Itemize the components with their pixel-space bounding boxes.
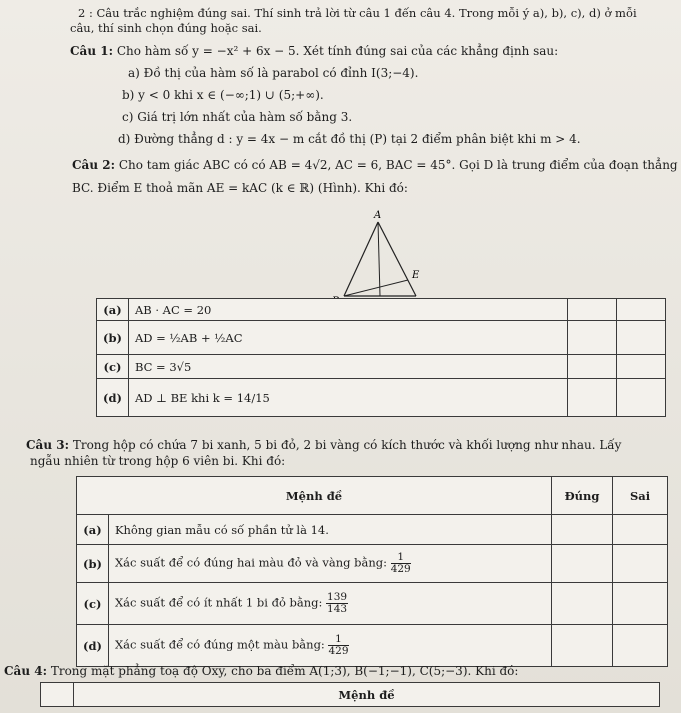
q3-row-d-fraction — [328, 634, 348, 657]
q3-row-d — [77, 625, 668, 667]
q3-row-b-den: 429 — [390, 563, 411, 575]
q3-row-a-label: (a) — [77, 515, 109, 545]
q2-row-b-dung-cell[interactable] — [568, 321, 617, 355]
q4-header-row — [41, 683, 660, 707]
q3-row-a — [77, 515, 668, 545]
q3-header-menh-de: Mệnh đề — [77, 477, 552, 515]
q3-row-b-text: Xác suất để có đúng hai màu đỏ và vàng bằng: — [114, 555, 388, 570]
q3-row-d-sai-cell[interactable] — [613, 625, 668, 667]
q2-row-b-sai-cell[interactable] — [617, 321, 666, 355]
q2-row-a-text: AB · AC = 20 — [128, 299, 567, 321]
q3-row-c-sai-cell[interactable] — [613, 583, 668, 625]
q2-stem-line2: BC. Điểm E thoả mãn AE = kAC (k ∈ ℝ) (Hình). Khi đó: — [72, 181, 408, 195]
q3-row-c-text: Xác suất để có ít nhất 1 bi đỏ bằng: — [114, 595, 323, 610]
q2-row-d-dung-cell[interactable] — [568, 379, 617, 417]
q3-row-d-cell — [108, 625, 551, 667]
q2-title: Câu 2: — [72, 158, 116, 172]
q2-row-c-sai-cell[interactable] — [617, 355, 666, 379]
q3-row-c-dung-cell[interactable] — [552, 583, 613, 625]
q3-row-a-dung-cell[interactable] — [552, 515, 613, 545]
q3-row-c — [77, 583, 668, 625]
q3-row-b-dung-cell[interactable] — [552, 545, 613, 583]
q3-stem-line2: ngẫu nhiên từ trong hộp 6 viên bi. Khi đó: — [30, 454, 286, 468]
q1-title: Câu 1: — [70, 44, 114, 58]
q2-row-b-label: (b) — [97, 321, 129, 355]
q3-row-a-sai-cell[interactable] — [613, 515, 668, 545]
q3-header-sai: Sai — [613, 477, 668, 515]
q2-stem-line1: Cho tam giác ABC có có AB = 4√2, AC = 6, BAC = 45°. Gọi D là trung điểm của đoạn thẳng — [118, 158, 678, 172]
q3-header-row — [77, 477, 668, 515]
q2-row-d-text: AD ⊥ BE khi k = 14/15 — [128, 379, 567, 417]
q1-item-b: b) y < 0 khi x ∈ (−∞;1) ∪ (5;+∞). — [122, 88, 324, 102]
q3-row-c-fraction — [326, 592, 348, 615]
q1-item-c: c) Giá trị lớn nhất của hàm số bằng 3. — [122, 110, 353, 124]
q3-row-d-dung-cell[interactable] — [552, 625, 613, 667]
section-intro-line1: 2 : Câu trắc nghiệm đúng sai. Thí sinh trả lời từ câu 1 đến câu 4. Trong mỗi ý a), b), c), d) ở mỗi — [78, 6, 637, 20]
q3-row-d-text: Xác suất để có đúng một màu bằng: — [114, 637, 325, 652]
label-a: A — [374, 210, 382, 221]
q3-row-d-den: 429 — [328, 645, 349, 657]
q2-row-a-label: (a) — [97, 299, 129, 321]
q2-row-a-dung-cell[interactable] — [568, 299, 617, 321]
q2-row-d-label: (d) — [97, 379, 129, 417]
q3-heading — [26, 438, 621, 452]
q2-row-b-text: AD = ½AB + ½AC — [128, 321, 567, 355]
q3-row-c-den: 143 — [327, 603, 348, 615]
q2-row-c-text: BC = 3√5 — [128, 355, 567, 379]
q2-row-a-sai-cell[interactable] — [617, 299, 666, 321]
q3-title: Câu 3: — [26, 438, 70, 452]
q1-heading — [70, 44, 558, 58]
q3-row-c-cell — [108, 583, 551, 625]
q3-row-b-label: (b) — [77, 545, 109, 583]
q4-heading — [4, 664, 518, 678]
q3-row-d-num: 1 — [328, 634, 348, 646]
q2-row-b — [97, 321, 666, 355]
q2-row-d-sai-cell[interactable] — [617, 379, 666, 417]
q3-table — [76, 476, 668, 667]
q3-row-b-fraction — [391, 552, 411, 575]
q3-row-b-sai-cell[interactable] — [613, 545, 668, 583]
q2-row-d — [97, 379, 666, 417]
section-intro-line2: câu, thí sinh chọn đúng hoặc sai. — [70, 21, 262, 35]
q3-row-b-num: 1 — [391, 552, 411, 564]
q1-item-a: a) Đồ thị của hàm số là parabol có đỉnh I(3;−4). — [128, 66, 419, 80]
q3-row-b — [77, 545, 668, 583]
q2-row-c-label: (c) — [97, 355, 129, 379]
q2-row-c — [97, 355, 666, 379]
q2-heading — [72, 158, 678, 172]
q4-title: Câu 4: — [4, 664, 48, 678]
q3-stem-line1: Trong hộp có chứa 7 bi xanh, 5 bi đỏ, 2 bi vàng có kích thước và khối lượng như nhau. Lấy — [72, 438, 622, 452]
q4-table — [40, 682, 660, 707]
q2-table — [96, 298, 666, 417]
q3-row-b-cell — [108, 545, 551, 583]
q1-stem: Cho hàm số y = −x² + 6x − 5. Xét tính đúng sai của các khẳng định sau: — [116, 44, 559, 58]
label-e: E — [412, 270, 420, 281]
q3-row-c-num: 139 — [327, 591, 348, 603]
q3-row-a-text: Không gian mẫu có số phần tử là 14. — [108, 515, 551, 545]
q3-row-c-label: (c) — [77, 583, 109, 625]
q3-row-d-label: (d) — [77, 625, 109, 667]
q3-header-dung: Đúng — [552, 477, 613, 515]
q2-row-c-dung-cell[interactable] — [568, 355, 617, 379]
q4-stem: Trong mặt phẳng toạ độ Oxy, cho ba điểm A(1;3), B(−1;−1), C(5;−3). Khi đó: — [50, 664, 519, 678]
q4-header-menh-de: Mệnh đề — [74, 683, 660, 707]
q1-item-d: d) Đường thẳng d : y = 4x − m cắt đồ thị (P) tại 2 điểm phân biệt khi m > 4. — [118, 132, 581, 146]
q2-row-a — [97, 299, 666, 321]
q4-header-label-cell — [41, 683, 74, 707]
